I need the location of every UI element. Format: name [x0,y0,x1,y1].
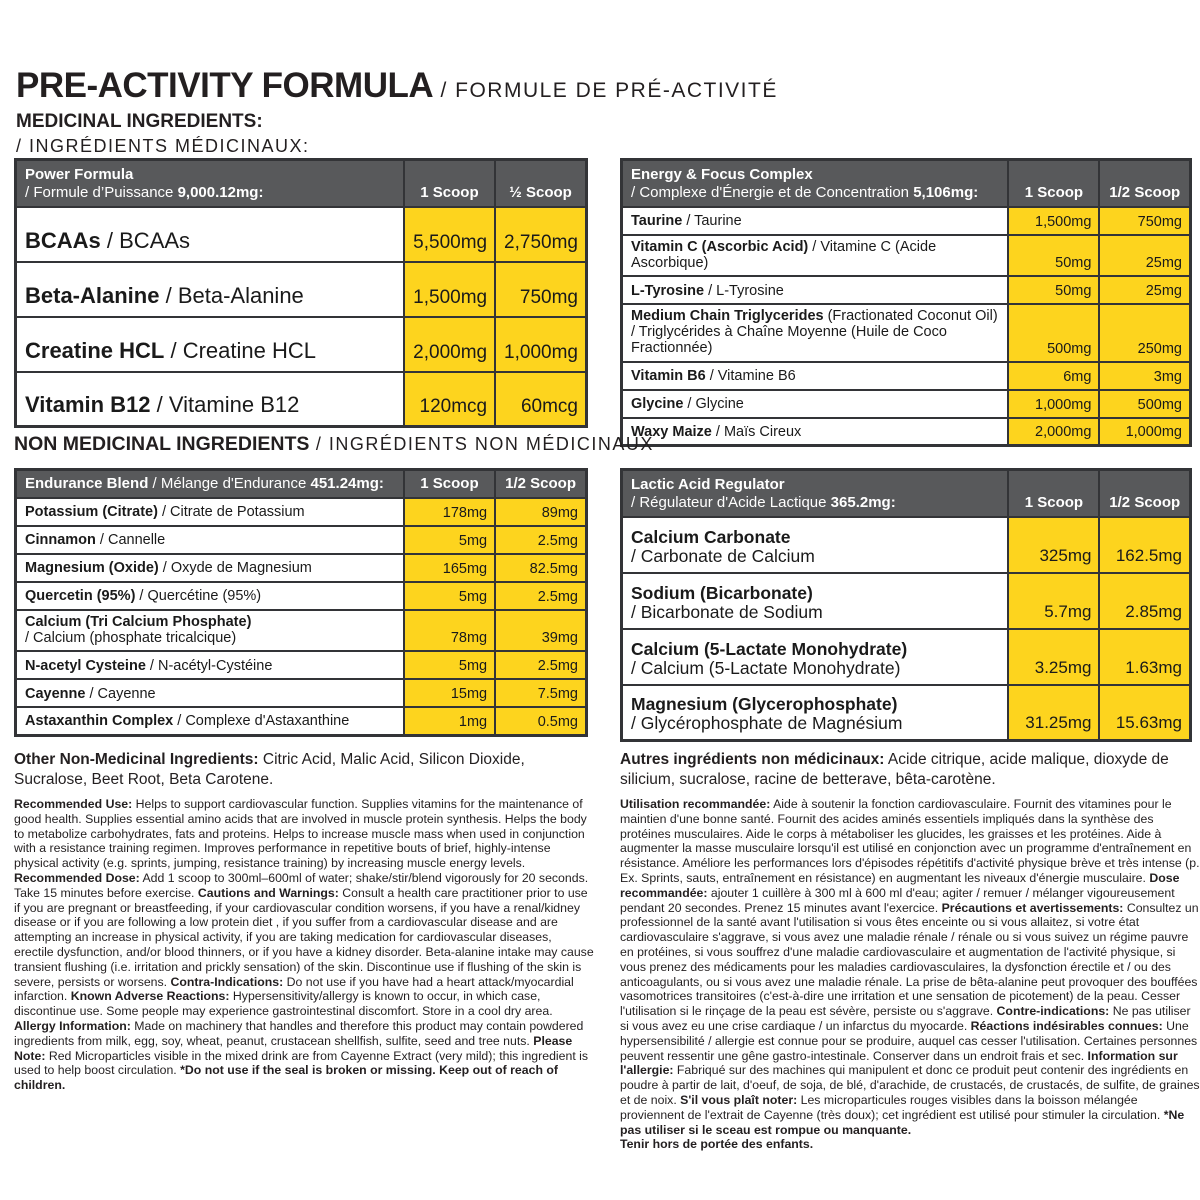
page-title: PRE-ACTIVITY FORMULA [16,66,434,105]
fineprint-en: Recommended Use: Helps to support cardiovascular function. Supplies vitamins for the maintenance of good health. Supplies essential amino acids that are involved in muscle protein synthesis. Helps the body to metabolize carbohydrates, fats and proteins. Helps to increase muscle mass when used in conjunction with a resistance training regimen. Improves performance in repetitive bouts of brief, highly-intense physical activity (e.g. sprints, jumping, resistance training) by increasing muscle energy levels. Recommended Dose: Add 1 scoop to 300ml–600ml of water; shake/stir/blend vigorously for 20 seconds. Take 15 minutes before exercise. Cautions and Warnings: Consult a health care practitioner prior to use if you are pregnant or breastfeeding, if your cardiovascular condition worsens, if you have a renal/kidney disease or if you are following a low protein diet , if you suffer from a cardiovascular disease and are attempting an increase in physical activity, if you are taking medication for cardiovascular diseases, erectile dysfunction, and/or blood thinners, or if you have a kidney disorder. Beta-alanine intake may cause transient flushing (i.e. irritation and prickly sensation) of the skin. Discontinue use if flushing of the skin is severe, persists or worsens. Contra-Indications: Do not use if you have had a heart attack/myocardial infarction. Known Adverse Reactions: Hypersensitivity/allergy is known to occur, in which case, discontinue use. Some people may experience gastrointestinal discomfort. Store in a cool dry area. Allergy Information: Made on machinery that handles and therefore this product may contain powdered ingredients from milk, egg, soy, wheat, peanut, crustacean shellfish, sulfite, seed and tree nuts. Please Note: Red Microparticles visible in the mixed drink are from Cayenne Extract (very mild); this ingredient is used to help boost circulation. *Do not use if the seal is broken or missing. Keep out of reach of children. [14,797,594,1093]
page-title-fr: / FORMULE DE PRÉ-ACTIVITÉ [433,79,778,102]
ingredient-name: N-acetyl Cysteine / N-acétyl-Cystéine [16,651,404,679]
scoop1-value: 6mg [1008,362,1099,390]
scoop1-value: 50mg [1008,235,1099,276]
ingredient-name: Calcium (5-Lactate Monohydrate) / Calcium (5-Lactate Monohydrate) [622,629,1009,685]
other-nonmedicinal-en: Other Non-Medicinal Ingredients: Citric Acid, Malic Acid, Silicon Dioxide, Sucralose, Beet Root, Beta Carotene. [14,751,525,788]
scoop2-value: 25mg [1099,276,1190,304]
energy-focus-table [620,158,1192,447]
ingredient-row [622,276,1191,304]
table-header-row [16,160,587,207]
heading-non-medicinal: NON MEDICINAL INGREDIENTS / INGRÉDIENTS NON MÉDICINAUX [14,433,654,455]
power-formula-table [14,158,588,428]
col-header-1scoop: 1 Scoop [404,160,495,207]
scoop1-value: 500mg [1008,304,1099,362]
scoop2-value: 2,750mg [495,207,586,262]
ingredient-name: BCAAs / BCAAs [16,207,404,262]
ingredient-row [16,372,587,427]
ingredient-row [622,390,1191,418]
col-header-halfscoop: 1/2 Scoop [495,470,586,498]
scoop2-value: 2.5mg [495,526,586,554]
scoop1-value: 5mg [404,582,495,610]
scoop2-value: 25mg [1099,235,1190,276]
col-header-halfscoop: ½ Scoop [495,160,586,207]
ingredient-name: Potassium (Citrate) / Citrate de Potassium [16,498,404,526]
ingredient-row [622,235,1191,276]
scoop1-value: 2,000mg [404,317,495,372]
col-header-1scoop: 1 Scoop [1008,160,1099,207]
scoop2-value: 60mcg [495,372,586,427]
ingredient-name: Calcium (Tri Calcium Phosphate) / Calcium (phosphate tricalcique) [16,610,404,651]
ingredient-row [622,685,1191,741]
scoop2-value: 89mg [495,498,586,526]
ingredient-row [622,573,1191,629]
scoop2-value: 1.63mg [1099,629,1190,685]
ingredient-row [16,651,587,679]
ingredient-name: Medium Chain Triglycerides (Fractionated Coconut Oil) / Triglycérides à Chaîne Moyenne (Huile de Coco Fractionnée) [622,304,1009,362]
table-title-cell: Endurance Blend / Mélange d'Endurance 451.24mg: [16,470,404,498]
ingredient-name: Waxy Maize / Maïs Cireux [622,418,1009,446]
scoop2-value: 0.5mg [495,707,586,735]
ingredient-name: Creatine HCL / Creatine HCL [16,317,404,372]
scoop1-value: 325mg [1008,517,1099,573]
scoop1-value: 5mg [404,526,495,554]
label-header [16,66,778,157]
ingredient-row [622,362,1191,390]
table-title-cell: Power Formula / Formule d’Puissance 9,000.12mg: [16,160,404,207]
ingredient-name: Astaxanthin Complex / Complexe d'Astaxanthine [16,707,404,735]
scoop2-value: 2.5mg [495,582,586,610]
scoop2-value: 2.5mg [495,651,586,679]
ingredient-row [16,707,587,735]
ingredient-row [622,629,1191,685]
scoop2-value: 1,000mg [495,317,586,372]
ingredient-name: Beta-Alanine / Beta-Alanine [16,262,404,317]
col-header-halfscoop: 1/2 Scoop [1099,160,1190,207]
ingredient-name: Vitamin C (Ascorbic Acid) / Vitamine C (Acide Ascorbique) [622,235,1009,276]
ingredient-row [622,304,1191,362]
scoop1-value: 1,500mg [1008,207,1099,235]
scoop1-value: 120mcg [404,372,495,427]
scoop2-value: 39mg [495,610,586,651]
scoop1-value: 1mg [404,707,495,735]
ingredient-name: Vitamin B6 / Vitamine B6 [622,362,1009,390]
ingredient-row [16,526,587,554]
fineprint-fr: Utilisation recommandée: Aide à soutenir la fonction cardiovasculaire. Fournit des vitamines pour le maintien d'une bonne santé. Fournit des acides aminés essentiels impliqués dans la synthèse des protéines musculaires. Aide le corps à métaboliser les glucides, les graisses et les protéines. Aide à augmenter la masse musculaire lorsqu'il est utilisé en conjonction avec un programme d'entraînement en résistance. Améliore les performances lors d'épisodes répétitifs d'activité physique brève et très intense (p. Ex. Sprints, sauts, entraînement en résistance) en augmentant les niveaux d'énergie musculaire. Dose recommandée: ajouter 1 cuillère à 300 ml à 600 ml d'eau; agiter / remuer / mélanger vigoureusement pendant 20 secondes. Prenez 15 minutes avant l'exercice. Précautions et avertissements: Consultez un professionnel de la santé avant l'utilisation si vous êtes enceinte ou si vous allaitez, si votre état cardiovasculaire s'aggrave, si vous avez une maladie rénale / rénale ou si vous suivez un régime pauvre en protéines, si vous souffrez d'une maladie cardiovasculaire et augmentation de l'activité physique, si vous prenez des médicaments pour les maladies cardiovasculaires, la dysfonction érectile et / ou des anticoagulants, ou si vous avez une maladie rénale. La prise de bêta-alanine peut provoquer des bouffées vasomotrices transitoires (c'est-à-dire une irritation et une sensation de picotement) de la peau. Cesser l'utilisation si le rinçage de la peau est sévère, persiste ou s'aggrave. Contre-indications: Ne pas utiliser si vous avez eu une crise cardiaque / un infarctus du myocarde. Réactions indésirables connues: Une hypersensibilité / allergie est connue pour se produire, auquel cas cesser l'utilisation. Certaines personnes peuvent ressentir une gêne gastro-intestinale. Conserver dans un endroit frais et sec. Information sur l'allergie: Fabriqué sur des machines qui manipulent et donc ce produit peut contenir des ingrédients en poudre à partir de lait, d'oeuf, de soja, de blé, d'arachide, de crustacés, de crustacés, de sulfite, de graines et de noix. S'il vous plaît noter: Les microparticules rouges visibles dans la boisson mélangée proviennent de l'extrait de Cayenne (très doux); cet ingrédient est utilisé pour stimuler la circulation. *Ne pas utiliser si le sceau est rompue ou manquante. Tenir hors de portée des enfants. [620,797,1200,1152]
heading-medicinal-fr: / INGRÉDIENTS MÉDICINAUX: [16,136,310,156]
scoop2-value: 500mg [1099,390,1190,418]
ingredient-name: L-Tyrosine / L-Tyrosine [622,276,1009,304]
scoop1-value: 5mg [404,651,495,679]
table-header-row [16,470,587,498]
other-nonmedicinal-fr: Autres ingrédients non médicinaux: Acide citrique, acide malique, dioxyde de silicium, sucralose, racine de betterave, bêta-carotène. [620,751,1169,788]
ingredient-row [16,317,587,372]
scoop1-value: 2,000mg [1008,418,1099,446]
ingredient-row [622,207,1191,235]
scoop2-value: 3mg [1099,362,1190,390]
scoop2-value: 15.63mg [1099,685,1190,741]
ingredient-row [16,207,587,262]
scoop1-value: 5.7mg [1008,573,1099,629]
ingredient-name: Quercetin (95%) / Quercétine (95%) [16,582,404,610]
ingredient-name: Calcium Carbonate / Carbonate de Calcium [622,517,1009,573]
ingredient-row [622,517,1191,573]
col-header-1scoop: 1 Scoop [1008,470,1099,517]
ingredient-name: Cayenne / Cayenne [16,679,404,707]
scoop2-value: 7.5mg [495,679,586,707]
scoop1-value: 31.25mg [1008,685,1099,741]
ingredient-name: Taurine / Taurine [622,207,1009,235]
table-title-cell: Energy & Focus Complex / Complexe d'Énergie et de Concentration 5,106mg: [622,160,1009,207]
endurance-blend-table [14,468,588,737]
lactic-acid-table [620,468,1192,742]
ingredient-name: Magnesium (Glycerophosphate) / Glycérophosphate de Magnésium [622,685,1009,741]
table-title-cell: Lactic Acid Regulator / Régulateur d'Acide Lactique 365.2mg: [622,470,1009,517]
scoop2-value: 750mg [1099,207,1190,235]
ingredient-row [16,498,587,526]
ingredient-name: Glycine / Glycine [622,390,1009,418]
scoop2-value: 250mg [1099,304,1190,362]
scoop2-value: 162.5mg [1099,517,1190,573]
scoop1-value: 1,500mg [404,262,495,317]
ingredient-row [16,554,587,582]
ingredient-name: Vitamin B12 / Vitamine B12 [16,372,404,427]
scoop2-value: 2.85mg [1099,573,1190,629]
col-header-1scoop: 1 Scoop [404,470,495,498]
scoop2-value: 82.5mg [495,554,586,582]
ingredient-row [622,418,1191,446]
heading-medicinal: MEDICINAL INGREDIENTS: [16,111,263,132]
ingredient-row [16,610,587,651]
ingredient-row [16,679,587,707]
scoop1-value: 1,000mg [1008,390,1099,418]
scoop1-value: 15mg [404,679,495,707]
table-header-row [622,470,1191,517]
scoop1-value: 165mg [404,554,495,582]
ingredient-row [16,582,587,610]
scoop1-value: 5,500mg [404,207,495,262]
scoop1-value: 178mg [404,498,495,526]
ingredient-name: Cinnamon / Cannelle [16,526,404,554]
scoop1-value: 3.25mg [1008,629,1099,685]
col-header-halfscoop: 1/2 Scoop [1099,470,1190,517]
ingredient-row [16,262,587,317]
table-header-row [622,160,1191,207]
scoop1-value: 78mg [404,610,495,651]
scoop2-value: 1,000mg [1099,418,1190,446]
ingredient-name: Sodium (Bicarbonate) / Bicarbonate de Sodium [622,573,1009,629]
ingredient-name: Magnesium (Oxide) / Oxyde de Magnesium [16,554,404,582]
scoop1-value: 50mg [1008,276,1099,304]
scoop2-value: 750mg [495,262,586,317]
